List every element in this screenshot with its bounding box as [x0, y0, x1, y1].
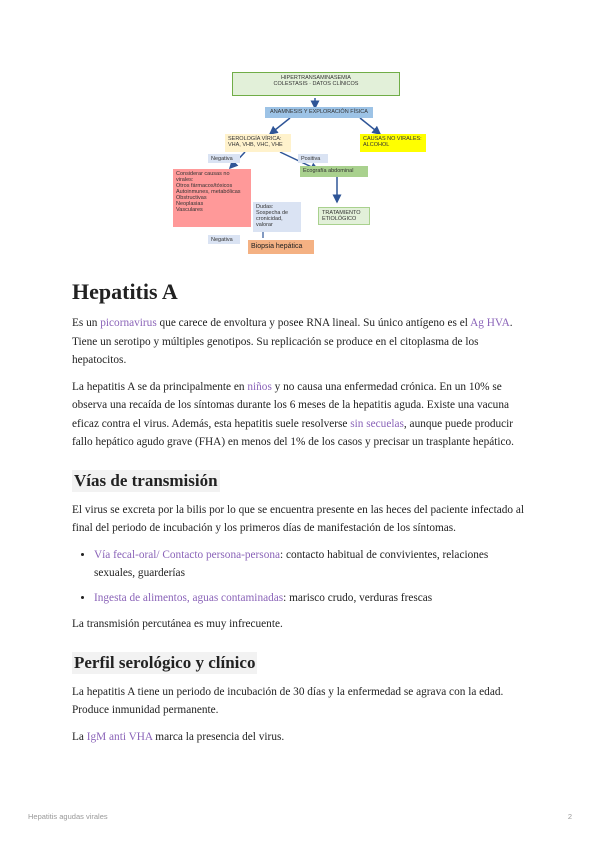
transmision-paragraph-1: El virus se excreta por la bilis por lo que se encuentra presente en las heces del paciente infectado al final del periodo de incubación y los primeros días de manifestación de los síntomas.	[72, 503, 524, 534]
igm-anti-vha-link[interactable]: IgM anti VHA	[86, 730, 153, 743]
picornavirus-link[interactable]: picornavirus	[100, 317, 157, 329]
section-transmision	[72, 470, 526, 634]
text: y no causa una enfermedad crónica. En un 10% se observa una recaída de los síntomas durante los 6 meses de la hepatitis aguda. Existe una vacuna eficaz contra el virus. Además, esta hepatitis suele resolverse	[72, 380, 509, 430]
text: : marisco crudo, verduras frescas	[283, 591, 433, 604]
page-number: 2	[567, 812, 572, 821]
list-item	[94, 546, 526, 583]
intro-paragraph-2	[72, 378, 526, 452]
article-content	[72, 278, 526, 754]
serologico-paragraph-1: La hepatitis A tiene un periodo de incubación de 30 días y la enfermedad se agrava con la edad. Produce inmunidad permanente.	[72, 685, 504, 716]
transmision-paragraph-2: La transmisión percutánea es muy infrecuente.	[72, 618, 283, 630]
text: La hepatitis A se da principalmente en	[72, 380, 248, 393]
text: Es un	[72, 317, 101, 329]
ag-hva-link[interactable]: Ag HVA	[470, 317, 510, 329]
causas-box: CAUSAS NO VIRALES: ALCOHOL	[360, 134, 426, 152]
section-heading-transmision: Vías de transmisión	[74, 470, 218, 490]
flowchart-diagram	[170, 70, 440, 260]
serologico-paragraph-2	[72, 728, 526, 747]
section-heading-serologico: Perfil serológico y clínico	[74, 652, 256, 672]
serologia-box: SEROLOGÍA VÍRICA: VHA, VHB, VHC, VHE	[225, 134, 291, 152]
text: : contacto habitual de convivientes, relaciones sexuales, guarderías	[94, 548, 489, 579]
flowchart-arrows	[170, 70, 440, 260]
section-serologico	[72, 652, 526, 747]
fecal-oral-link[interactable]: Vía fecal-oral/ Contacto persona-persona	[94, 548, 281, 561]
text: La	[72, 730, 87, 743]
page-title: Hepatitis A	[72, 279, 178, 304]
text: que carece de envoltura y posee RNA lineal. Su único antígeno es el	[156, 317, 471, 329]
negativa-label: Negativa	[208, 154, 240, 163]
list-item	[94, 589, 526, 608]
arrow-serologia	[270, 118, 290, 134]
positiva-label: Positiva	[298, 154, 328, 163]
ecografia-box: Ecografía abdominal	[300, 166, 368, 177]
text: , aunque puede producir fallo hepático agudo grave (FHA) en menos del 1% de los casos y precisar un trasplante hepático.	[72, 417, 515, 448]
text: . Tiene un serotipo y múltiples genotipos. Su replicación se produce en el citoplasma de los hepatocitos.	[72, 317, 513, 366]
transmision-list	[72, 546, 526, 608]
footer-title: Hepatitis agudas virales	[28, 812, 108, 821]
negativa-bottom-label: Negativa	[208, 235, 240, 244]
text: marca la presencia del virus.	[152, 730, 285, 743]
anamnesis-box: ANAMNESIS Y EXPLORACIÓN FÍSICA	[265, 107, 373, 118]
tratamiento-box: TRATAMIENTO ETIOLÓGICO	[318, 207, 370, 225]
dudas-box: Dudas: Sospecha de cronicidad, valorar	[253, 202, 301, 232]
diagnosis-box: HIPERTRANSAMINASEMIA COLESTASIS · DATOS CLÍNICOS	[232, 72, 400, 96]
descartar-box: Considerar causas no virales: Otros fármacos/tóxicos Autoinmunes, metabólicas Obstructivas Neoplasias Vasculares	[173, 169, 251, 227]
biopsia-box: Biopsia hepática	[248, 240, 314, 254]
arrow-causas	[360, 118, 380, 134]
sin-secuelas-link[interactable]: sin secuelas	[350, 417, 404, 430]
ninos-link[interactable]: niños	[247, 380, 272, 393]
ingesta-alimentos-link[interactable]: Ingesta de alimentos, aguas contaminadas	[94, 591, 284, 604]
intro-paragraph-1	[72, 314, 526, 370]
